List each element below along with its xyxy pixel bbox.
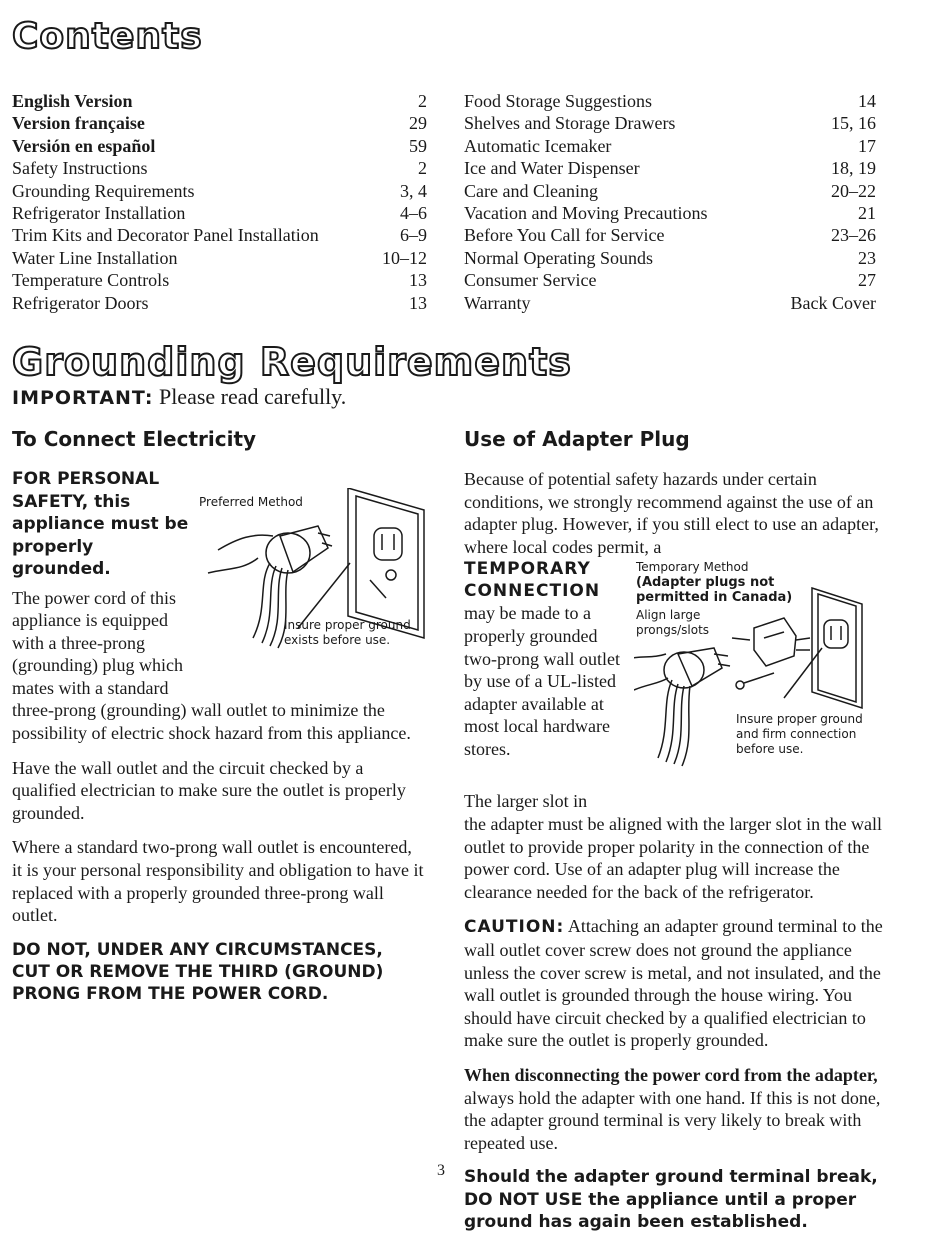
toc-entry-label: Water Line Installation bbox=[12, 247, 178, 268]
preferred-method-figure bbox=[198, 488, 428, 678]
toc-entry-label: English Version bbox=[12, 91, 133, 111]
toc-entry-label: Trim Kits and Decorator Panel Installation bbox=[12, 225, 319, 246]
align-prongs-label: Align large prongs/slots bbox=[636, 608, 710, 638]
toc-entry-label: Before You Call for Service bbox=[464, 225, 665, 246]
toc-entry-page: 23 bbox=[858, 247, 876, 268]
toc-entry-label: Version française bbox=[12, 113, 145, 134]
temporary-connection-label: TEMPORARY CONNECTION bbox=[464, 559, 601, 602]
toc-entry-label: Warranty bbox=[464, 292, 531, 313]
connect-electricity-heading: To Connect Electricity bbox=[12, 427, 257, 451]
toc-entry bbox=[12, 112, 427, 134]
section-title: Grounding Requirements bbox=[12, 340, 572, 384]
toc-entry-page: 20–22 bbox=[831, 180, 876, 201]
toc-entry-label: Consumer Service bbox=[464, 270, 597, 291]
toc-entry bbox=[12, 247, 427, 269]
toc-entry bbox=[464, 90, 876, 112]
toc-entry bbox=[464, 180, 876, 202]
do-not-remove-prong-warning: DO NOT, UNDER ANY CIRCUMSTANCES, CUT OR REMOVE THE THIRD (GROUND) PRONG FROM THE POWER CORD. bbox=[12, 939, 384, 1004]
toc-entry bbox=[464, 135, 876, 157]
power-cord-paragraph-end: three-prong (grounding) wall outlet to minimize the possibility of electric shock hazard from this appliance. bbox=[12, 700, 411, 744]
temporary-method-label: Temporary Method bbox=[636, 560, 749, 575]
toc-entry-page: 23–26 bbox=[831, 225, 876, 246]
toc-entry-label: Shelves and Storage Drawers bbox=[464, 113, 676, 134]
toc-entry-page: 10–12 bbox=[382, 247, 427, 268]
toc-entry bbox=[12, 224, 427, 246]
preferred-method-label: Preferred Method bbox=[199, 495, 303, 509]
toc-entry-page: 21 bbox=[858, 203, 876, 224]
toc-entry-label: Food Storage Suggestions bbox=[464, 91, 653, 111]
disconnect-text: always hold the adapter with one hand. If this is not done, the adapter ground terminal is very likely to break with repeated use. bbox=[464, 1087, 881, 1153]
electrician-check-paragraph: Have the wall outlet and the circuit checked by a qualified electrician to make sure the outlet is properly grounded. bbox=[12, 757, 406, 823]
toc-entry bbox=[464, 292, 876, 314]
toc-entry-page: 14 bbox=[858, 91, 876, 111]
adapter-warning-paragraph: Because of potential safety hazards under certain conditions, we strongly recommend against the use of an adapter plug. However, if you still elect to use an adapter, where local codes permit, a bbox=[464, 469, 879, 557]
left-column bbox=[12, 426, 424, 1005]
contents-title: Contents bbox=[12, 16, 203, 57]
toc-entry bbox=[12, 135, 427, 157]
toc-entry-label: Safety Instructions bbox=[12, 158, 148, 179]
toc-entry-label: Grounding Requirements bbox=[12, 180, 195, 201]
toc-entry-page: 13 bbox=[409, 292, 427, 313]
caution-paragraph bbox=[464, 915, 884, 1052]
personal-safety-warning: FOR PERSONAL SAFETY, this appliance must be properly grounded. bbox=[12, 469, 189, 579]
toc-entry-page: 13 bbox=[409, 270, 427, 291]
toc-entry bbox=[12, 180, 427, 202]
right-column bbox=[464, 426, 884, 1234]
toc-entry-label: Refrigerator Installation bbox=[12, 203, 186, 224]
page-number: 3 bbox=[437, 1162, 445, 1179]
toc-entry bbox=[12, 157, 427, 179]
toc-entry bbox=[464, 112, 876, 134]
toc-entry-page: 6–9 bbox=[400, 225, 427, 246]
caution-label: CAUTION: bbox=[464, 917, 565, 938]
larger-slot-paragraph: the adapter must be aligned with the larger slot in the wall outlet to provide proper polarity in the connection of the power cord. Use of an adapter plug will increase the clearance needed for the back of the refrigerator. bbox=[464, 813, 883, 902]
toc-entry bbox=[464, 202, 876, 224]
toc-entry-page: 17 bbox=[858, 135, 876, 156]
toc-entry-page: 2 bbox=[418, 158, 427, 179]
toc-entry-label: Versión en español bbox=[12, 135, 156, 156]
power-cord-paragraph-start: The power cord of this appliance is equipped with a three-prong (grounding) plug which mates with a standard bbox=[12, 587, 183, 698]
toc-entry-label: Ice and Water Dispenser bbox=[464, 158, 640, 179]
toc-right-column bbox=[464, 90, 876, 314]
toc-entry-page: 3, 4 bbox=[400, 180, 427, 201]
toc-entry bbox=[464, 247, 876, 269]
larger-slot-text-start: The larger slot in bbox=[464, 791, 588, 812]
adapter-plug-heading: Use of Adapter Plug bbox=[464, 427, 690, 451]
toc-left-column bbox=[12, 90, 427, 314]
important-note bbox=[12, 384, 346, 410]
temporary-connection-text: may be made to a properly grounded two-prong wall outlet by use of a UL-listed adapter available at most local hardware stores. bbox=[464, 603, 620, 759]
toc-entry-page: Back Cover bbox=[790, 292, 876, 313]
toc-entry bbox=[464, 224, 876, 246]
toc-entry bbox=[464, 157, 876, 179]
toc-entry-label: Automatic Icemaker bbox=[464, 135, 612, 156]
toc-entry-page: 29 bbox=[409, 113, 427, 134]
grounded-plug-outlet-illustration bbox=[198, 488, 428, 678]
two-prong-outlet-paragraph: Where a standard two-prong wall outlet is encountered, it is your personal responsibility and obligation to have it replaced with a properly grounded three-prong wall outlet. bbox=[12, 837, 424, 926]
toc-entry-page: 27 bbox=[858, 270, 876, 291]
toc-entry bbox=[12, 292, 427, 314]
toc-entry-page: 59 bbox=[409, 135, 427, 156]
terminal-break-warning: Should the adapter ground terminal break, DO NOT USE the appliance until a proper ground has again been established. bbox=[464, 1167, 878, 1233]
toc-entry-label: Temperature Controls bbox=[12, 270, 170, 291]
toc-entry bbox=[464, 269, 876, 291]
toc-entry-page: 2 bbox=[418, 91, 427, 111]
toc-entry-page: 4–6 bbox=[400, 203, 427, 224]
insure-firm-connection-caption: Insure proper ground and firm connection before use. bbox=[736, 712, 863, 757]
caution-text: Attaching an adapter ground terminal to the wall outlet cover screw does not ground the appliance unless the cover screw is metal, and not insulated, and the wall outlet is grounded through the house wiring. You should have circuit checked by a qualified electrician to make sure the outlet is properly grounded. bbox=[464, 916, 883, 1051]
disconnect-bold-text: When disconnecting the power cord from the adapter, bbox=[464, 1064, 878, 1085]
toc-entry-page: 15, 16 bbox=[831, 113, 876, 134]
toc-entry bbox=[12, 269, 427, 291]
toc-entry bbox=[12, 202, 427, 224]
toc-entry-label: Refrigerator Doors bbox=[12, 292, 149, 313]
insure-ground-caption: Insure proper ground exists before use. bbox=[284, 618, 411, 647]
important-text: Please read carefully. bbox=[153, 384, 347, 409]
important-label: IMPORTANT: bbox=[12, 387, 154, 409]
toc-entry-label: Vacation and Moving Precautions bbox=[464, 203, 708, 224]
disconnect-paragraph bbox=[464, 1064, 884, 1154]
toc-entry-label: Care and Cleaning bbox=[464, 180, 598, 201]
not-permitted-canada-label: (Adapter plugs not permitted in Canada) bbox=[636, 575, 793, 606]
toc-entry-page: 18, 19 bbox=[831, 158, 876, 179]
temporary-method-figure bbox=[634, 558, 884, 790]
toc-entry-label: Normal Operating Sounds bbox=[464, 247, 653, 268]
toc-entry bbox=[12, 90, 427, 112]
